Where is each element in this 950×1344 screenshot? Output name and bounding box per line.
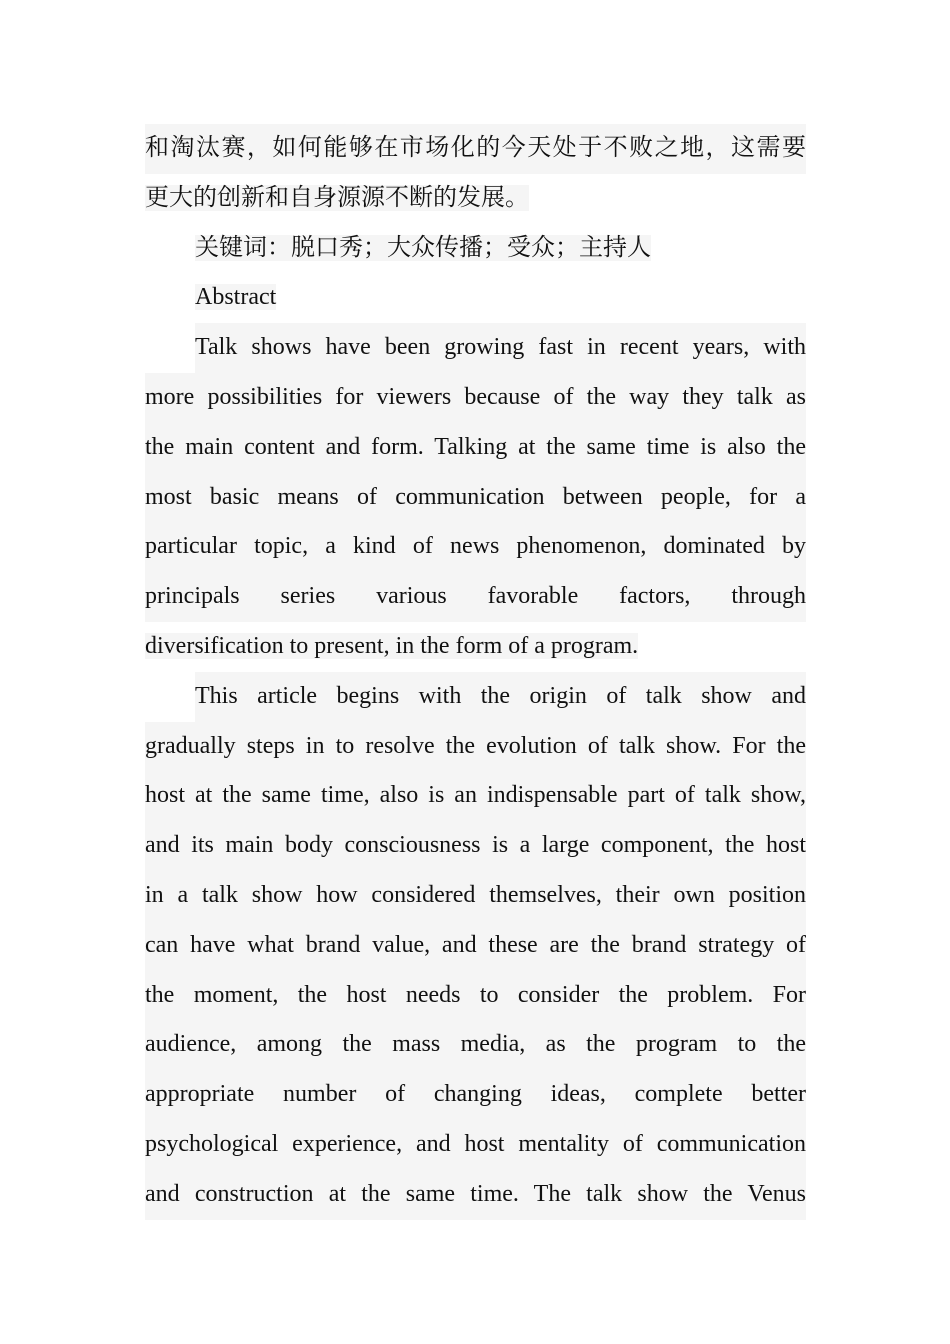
paragraph2-line: appropriate number of changing ideas, complete better [145, 1070, 806, 1120]
paragraph2-line: host at the same time, also is an indispensable part of talk show, [145, 771, 806, 821]
paragraph2-line: psychological experience, and host mentality of communication [145, 1120, 806, 1170]
paragraph1-line: the main content and form. Talking at the same time is also the [145, 423, 806, 473]
paragraph2-line: the moment, the host needs to consider the problem. For [145, 971, 806, 1021]
paragraph1-line: most basic means of communication between people, for a [145, 473, 806, 523]
paragraph2-line: in a talk show how considered themselves, their own position [145, 871, 806, 921]
paragraph1-line: Talk shows have been growing fast in recent years, with [145, 323, 806, 373]
paragraph1-line: particular topic, a kind of news phenomenon, dominated by [145, 522, 806, 572]
keywords-line: 关键词：脱口秀；大众传播；受众；主持人 [195, 234, 651, 261]
paragraph2-line: can have what brand value, and these are the brand strategy of [145, 921, 806, 971]
paragraph2-line: audience, among the mass media, as the program to the [145, 1020, 806, 1070]
paragraph1-line: diversification to present, in the form of a program. [145, 632, 639, 659]
paragraph1-line: more possibilities for viewers because of the way they talk as [145, 373, 806, 423]
paragraph1-line: principals series various favorable factors, through [145, 572, 806, 622]
document-body [145, 124, 806, 1220]
chinese-abstract-line: 更大的创新和自身源源不断的发展。 [145, 184, 529, 211]
paragraph2-line: This article begins with the origin of talk show and [145, 672, 806, 722]
chinese-abstract-line: 和淘汰赛，如何能够在市场化的今天处于不败之地，这需要 [145, 124, 806, 174]
paragraph2-line: and its main body consciousness is a large component, the host [145, 821, 806, 871]
paragraph2-line: gradually steps in to resolve the evolution of talk show. For the [145, 722, 806, 772]
paragraph2-line: and construction at the same time. The talk show the Venus [145, 1170, 806, 1220]
abstract-heading: Abstract [195, 284, 277, 311]
